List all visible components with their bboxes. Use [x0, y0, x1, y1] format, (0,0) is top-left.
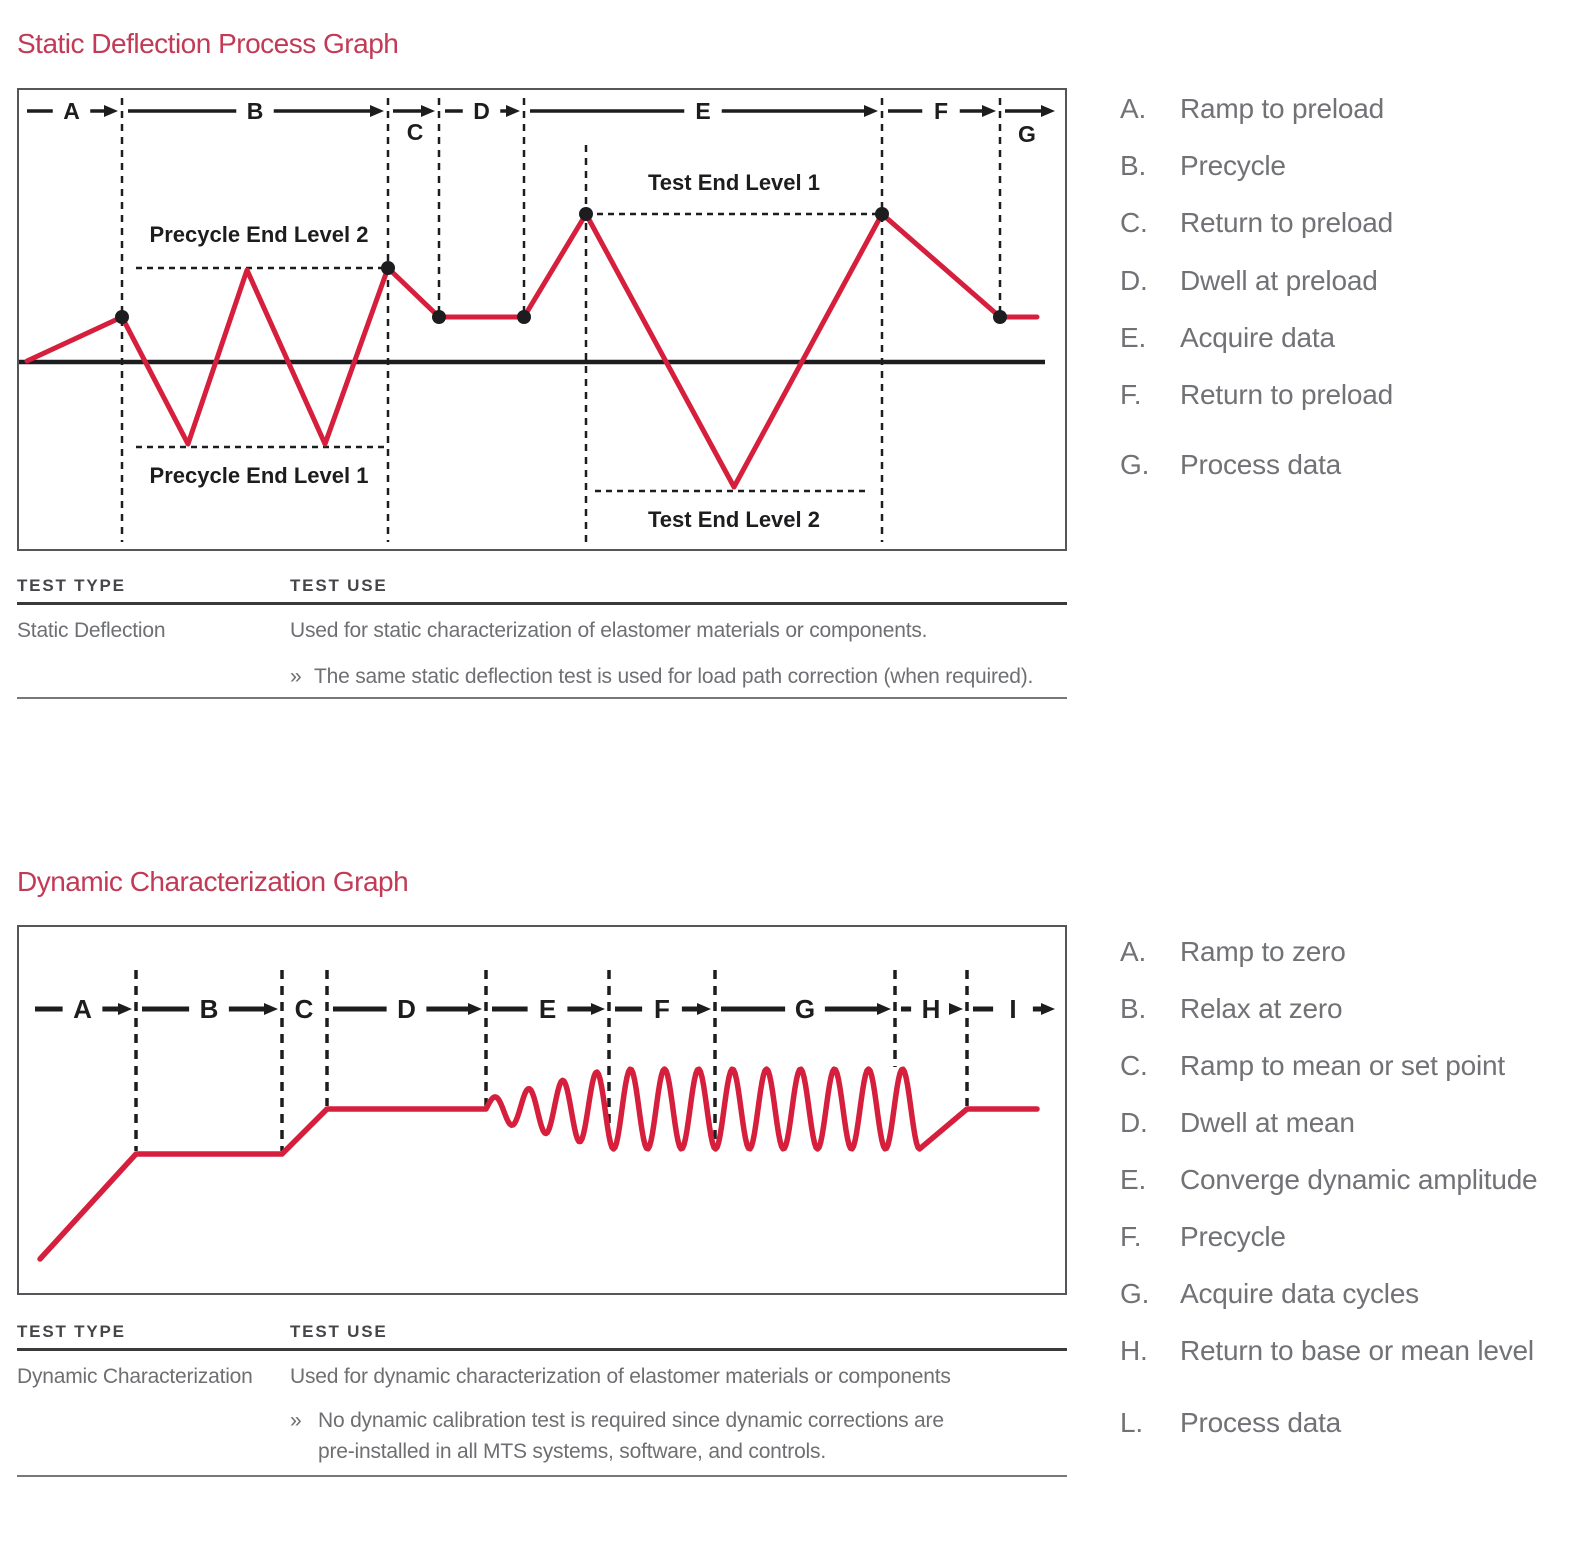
signal-node-dot [115, 310, 129, 324]
table2-col1-header: TEST TYPE [17, 1322, 126, 1341]
legend-key: C. [1120, 1050, 1148, 1081]
table1-test-type: Static Deflection [17, 619, 166, 642]
signal-node-dot [875, 207, 889, 221]
phase-arrowhead [506, 105, 520, 117]
legend-label: Ramp to mean or set point [1180, 1050, 1505, 1081]
dynamic-characterization-graph [17, 925, 1067, 1295]
legend-label: Relax at zero [1180, 993, 1343, 1024]
signal-node-dot [432, 310, 446, 324]
table1-col1-header: TEST TYPE [17, 576, 126, 595]
table2-test-type: Dynamic Characterization [17, 1365, 253, 1388]
phase-label: B [199, 994, 219, 1025]
table1-bottom-rule [17, 697, 1067, 699]
legend-label: Precycle [1180, 150, 1286, 181]
table2-bullet-line: No dynamic calibration test is required since dynamic corrections are [318, 1409, 944, 1432]
legend-item [1120, 1278, 1419, 1310]
table1-test-use: Used for static characterization of elastomer materials or components. [290, 619, 928, 642]
table1-bullet-char: » [290, 665, 302, 688]
legend-label: Process data [1180, 1407, 1342, 1438]
signal-node-dot [993, 310, 1007, 324]
level-annotation: Test End Level 2 [648, 507, 820, 532]
table2-header-rule [17, 1348, 1067, 1351]
phase-label: B [246, 98, 264, 125]
legend-label: Acquire data cycles [1180, 1278, 1419, 1309]
table1-col2-header: TEST USE [290, 576, 388, 595]
static-deflection-title: Static Deflection Process Graph [17, 28, 399, 59]
table2-col2-header: TEST USE [290, 1322, 388, 1341]
phase-arrowhead [104, 105, 118, 117]
legend-key: F. [1120, 1221, 1142, 1252]
legend-key: G. [1120, 449, 1150, 480]
level-annotation: Test End Level 1 [648, 170, 820, 195]
phase-arrowhead [949, 1003, 963, 1015]
phase-arrowhead [877, 1003, 891, 1015]
legend-label: Return to preload [1180, 207, 1393, 238]
signal-line [27, 214, 1037, 487]
legend-key: C. [1120, 207, 1148, 238]
level-annotation: Precycle End Level 2 [149, 222, 369, 247]
phase-label: G [794, 994, 816, 1025]
signal-node-dot [579, 207, 593, 221]
legend-key: H. [1120, 1335, 1148, 1366]
legend-key: D. [1120, 265, 1148, 296]
phase-label: H [921, 994, 941, 1025]
legend-item [1120, 993, 1342, 1025]
dynamic-characterization-graph-svg [19, 927, 1065, 1293]
legend-key: L. [1120, 1407, 1143, 1438]
table1-bullet-line: The same static deflection test is used for load path correction (when required). [314, 665, 1034, 688]
phase-arrowhead [421, 105, 435, 117]
table1-header-rule [17, 602, 1067, 605]
phase-label: E [695, 98, 711, 125]
static-deflection-graph-svg [19, 90, 1065, 549]
signal-node-dot [517, 310, 531, 324]
static-deflection-graph [17, 88, 1067, 551]
legend-label: Return to base or mean level [1180, 1335, 1534, 1366]
legend-item [1120, 93, 1384, 125]
phase-label: F [933, 98, 949, 125]
legend-label: Acquire data [1180, 322, 1335, 353]
legend-label: Dwell at preload [1180, 265, 1378, 296]
legend-key: G. [1120, 1278, 1150, 1309]
legend-item [1120, 1221, 1286, 1253]
table2-bullet-char: » [290, 1409, 302, 1432]
legend-item [1120, 379, 1393, 411]
legend-item [1120, 449, 1341, 481]
legend-item [1120, 265, 1378, 297]
legend-label: Dwell at mean [1180, 1107, 1355, 1138]
legend-item [1120, 207, 1393, 239]
phase-label: I [1009, 994, 1017, 1025]
phase-arrowhead [468, 1003, 482, 1015]
phase-label: D [473, 98, 490, 125]
legend-key: A. [1120, 936, 1147, 967]
signal-node-dot [381, 261, 395, 275]
legend-key: B. [1120, 993, 1147, 1024]
legend-label: Ramp to zero [1180, 936, 1346, 967]
phase-label: F [654, 994, 670, 1025]
legend-item [1120, 1050, 1505, 1082]
legend-label: Return to preload [1180, 379, 1393, 410]
signal-line [40, 1069, 1037, 1259]
legend-key: A. [1120, 93, 1147, 124]
phase-label: A [73, 994, 92, 1025]
phase-arrowhead [591, 1003, 605, 1015]
legend-label: Ramp to preload [1180, 93, 1385, 124]
phase-label: D [397, 994, 416, 1025]
legend-label: Process data [1180, 449, 1342, 480]
phase-arrowhead [1041, 1003, 1055, 1015]
legend-item [1120, 1164, 1537, 1196]
phase-arrowhead [370, 105, 384, 117]
legend-label: Precycle [1180, 1221, 1286, 1252]
legend-item [1120, 322, 1335, 354]
legend-label: Converge dynamic amplitude [1180, 1164, 1538, 1195]
phase-arrowhead [118, 1003, 132, 1015]
phase-label: E [538, 994, 557, 1025]
legend-item [1120, 1407, 1341, 1439]
legend-item [1120, 1107, 1355, 1139]
legend-key: E. [1120, 322, 1147, 353]
legend-key: E. [1120, 1164, 1147, 1195]
legend-item [1120, 936, 1346, 968]
legend-item [1120, 1335, 1534, 1367]
phase-arrowhead [1041, 105, 1055, 117]
phase-arrowhead [982, 105, 996, 117]
dynamic-characterization-title: Dynamic Characterization Graph [17, 866, 409, 897]
level-annotation: Precycle End Level 1 [149, 463, 369, 488]
phase-label: C [294, 994, 314, 1025]
table2-bottom-rule [17, 1475, 1067, 1477]
phase-arrowhead [264, 1003, 278, 1015]
phase-label: A [63, 98, 80, 125]
phase-label: C [406, 119, 424, 145]
phase-arrowhead [697, 1003, 711, 1015]
legend-key: B. [1120, 150, 1147, 181]
table2-test-use: Used for dynamic characterization of elastomer materials or components [290, 1365, 951, 1388]
table2-bullet-line: pre-installed in all MTS systems, software, and controls. [318, 1440, 826, 1463]
legend-key: F. [1120, 379, 1142, 410]
legend-item [1120, 150, 1286, 182]
phase-arrowhead [864, 105, 878, 117]
phase-label: G [1018, 121, 1036, 147]
legend-key: D. [1120, 1107, 1148, 1138]
